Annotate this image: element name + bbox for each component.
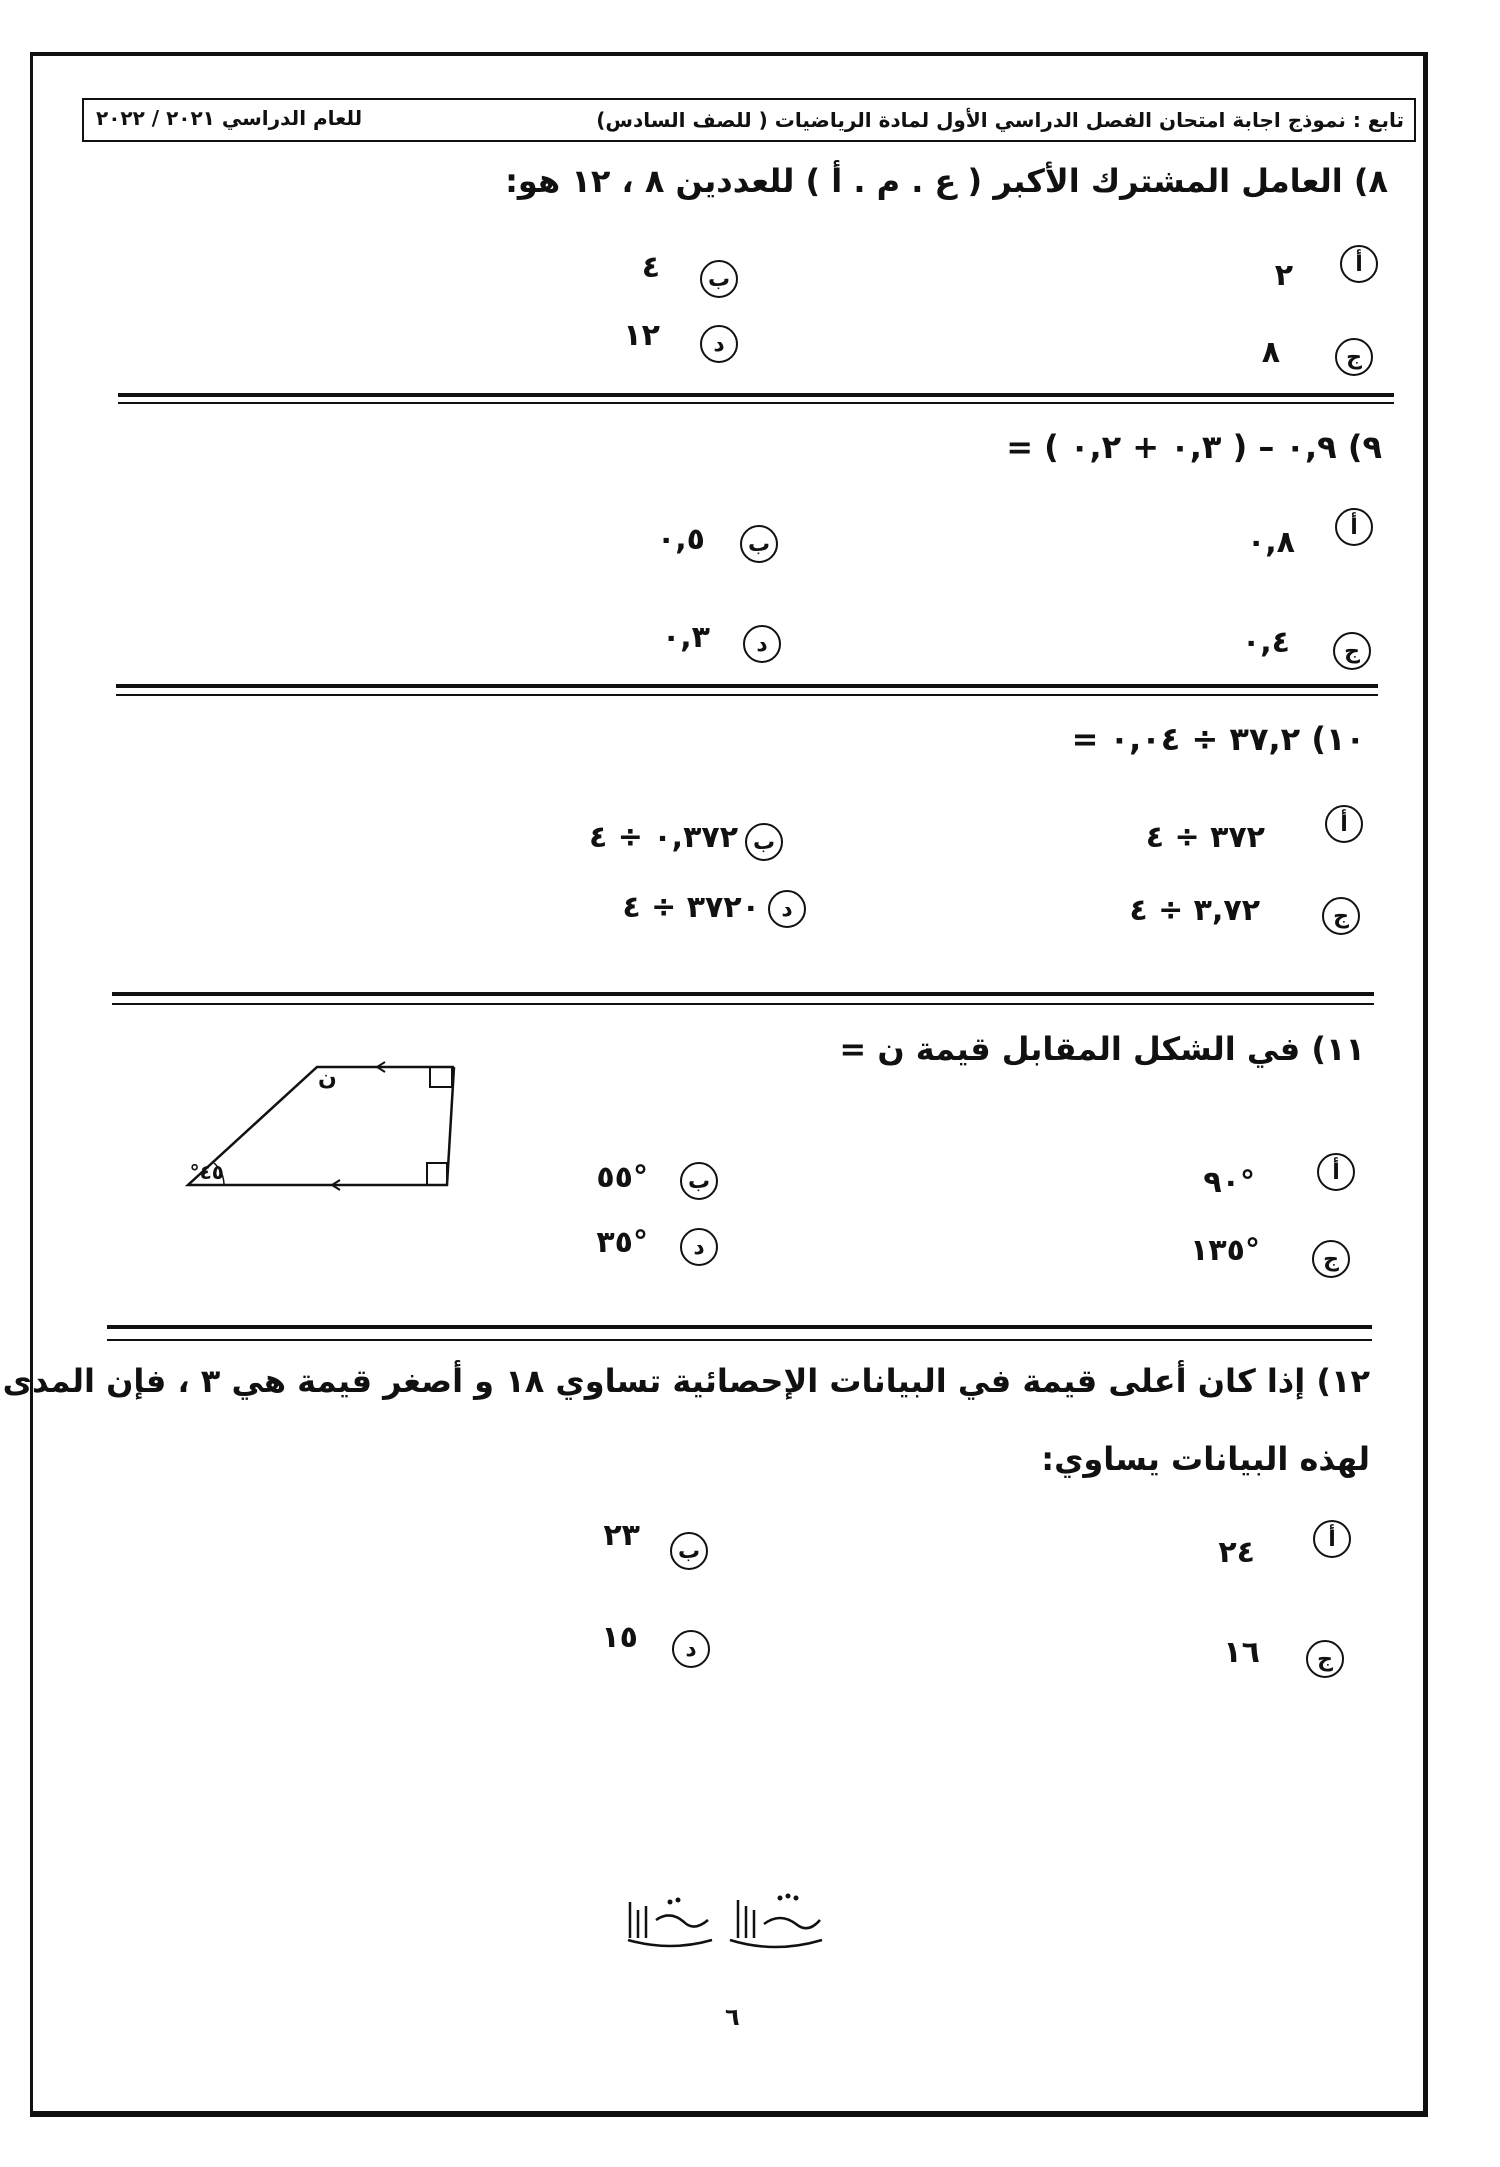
q9-option-a-value: ٠,٨ bbox=[1246, 525, 1295, 560]
q9-option-d-marker[interactable]: د bbox=[743, 625, 781, 663]
q10-option-a-marker[interactable]: أ bbox=[1325, 805, 1363, 843]
q10-option-d-marker[interactable]: د bbox=[768, 890, 806, 928]
separator-line bbox=[107, 1325, 1372, 1329]
q11-option-c-value: °١٣٥ bbox=[1190, 1233, 1260, 1268]
q10-option-d-value: ٣٧٢٠ ÷ ٤ bbox=[622, 890, 760, 925]
separator-line bbox=[118, 393, 1394, 397]
question-12-text: ١٢) إذا كان أعلى قيمة في البيانات الإحصائية تساوي ١٨ و أصغر قيمة هي ٣ ، فإن المدى bbox=[2, 1362, 1370, 1400]
q11-option-c-marker[interactable]: ج bbox=[1312, 1240, 1350, 1278]
q8-option-b-value: ٤ bbox=[641, 250, 660, 285]
header-title: تابع : نموذج اجابة امتحان الفصل الدراسي الأول لمادة الرياضيات ( للصف السادس) bbox=[596, 108, 1404, 132]
trapezoid-figure bbox=[180, 1055, 470, 1205]
angle-label: ٤٥° bbox=[189, 1160, 224, 1184]
vertex-label: ن bbox=[318, 1066, 337, 1091]
q10-option-c-value: ٣,٧٢ ÷ ٤ bbox=[1129, 893, 1260, 928]
q9-option-d-value: ٠,٣ bbox=[661, 620, 710, 655]
q12-option-c-value: ١٦ bbox=[1223, 1635, 1260, 1670]
q12-option-d-marker[interactable]: د bbox=[672, 1630, 710, 1668]
page-header bbox=[82, 98, 1416, 142]
question-10-text: ١٠) ٣٧,٢ ÷ ٠,٠٤ = bbox=[1071, 720, 1365, 758]
question-9-text: ٩) ٠,٩ – ( ٠,٣ + ٠,٢ ) = bbox=[1006, 428, 1382, 466]
q12-option-a-marker[interactable]: أ bbox=[1313, 1520, 1351, 1558]
separator-line bbox=[118, 402, 1394, 404]
q11-option-b-marker[interactable]: ب bbox=[680, 1162, 718, 1200]
q8-option-d-value: ١٢ bbox=[623, 318, 660, 353]
q9-option-c-marker[interactable]: ج bbox=[1333, 632, 1371, 670]
separator-line bbox=[112, 1003, 1374, 1005]
q9-option-b-value: ٠,٥ bbox=[656, 522, 705, 557]
q9-option-b-marker[interactable]: ب bbox=[740, 525, 778, 563]
q11-option-b-value: °٥٥ bbox=[596, 1160, 648, 1195]
publisher-logo bbox=[620, 1880, 830, 1964]
q11-option-d-value: °٣٥ bbox=[596, 1225, 648, 1260]
q12-option-b-marker[interactable]: ب bbox=[670, 1532, 708, 1570]
q10-option-b-value: ٠,٣٧٢ ÷ ٤ bbox=[589, 820, 738, 855]
q9-option-a-marker[interactable]: أ bbox=[1335, 508, 1373, 546]
q12-option-a-value: ٢٤ bbox=[1218, 1535, 1255, 1570]
q12-option-b-value: ٢٣ bbox=[603, 1518, 640, 1553]
separator-line bbox=[116, 694, 1378, 696]
q10-option-a-value: ٣٧٢ ÷ ٤ bbox=[1145, 820, 1265, 855]
q11-option-a-marker[interactable]: أ bbox=[1317, 1153, 1355, 1191]
separator-line bbox=[112, 992, 1374, 996]
q8-option-c-marker[interactable]: ج bbox=[1335, 338, 1373, 376]
question-8-text: ٨) العامل المشترك الأكبر ( ع . م . أ ) للعددين ٨ ، ١٢ هو: bbox=[505, 162, 1388, 200]
q11-option-a-value: °٩٠ bbox=[1203, 1165, 1255, 1200]
header-year: للعام الدراسي ٢٠٢١ / ٢٠٢٢ bbox=[96, 106, 363, 130]
q8-option-a-marker[interactable]: أ bbox=[1340, 245, 1378, 283]
separator-line bbox=[116, 684, 1378, 688]
q8-option-a-value: ٢ bbox=[1274, 258, 1293, 293]
q12-option-d-value: ١٥ bbox=[601, 1620, 638, 1655]
q10-option-b-marker[interactable]: ب bbox=[745, 823, 783, 861]
page-number: ٦ bbox=[725, 2003, 740, 2031]
q9-option-c-value: ٠,٤ bbox=[1241, 625, 1290, 660]
q11-option-d-marker[interactable]: د bbox=[680, 1228, 718, 1266]
q8-option-d-marker[interactable]: د bbox=[700, 325, 738, 363]
question-12-text-continued: لهذه البيانات يساوي: bbox=[1041, 1440, 1370, 1478]
q8-option-b-marker[interactable]: ب bbox=[700, 260, 738, 298]
separator-line bbox=[107, 1339, 1372, 1341]
q10-option-c-marker[interactable]: ج bbox=[1322, 897, 1360, 935]
q12-option-c-marker[interactable]: ج bbox=[1306, 1640, 1344, 1678]
q8-option-c-value: ٨ bbox=[1261, 335, 1280, 370]
question-11-text: ١١) في الشكل المقابل قيمة ن = bbox=[839, 1030, 1365, 1068]
